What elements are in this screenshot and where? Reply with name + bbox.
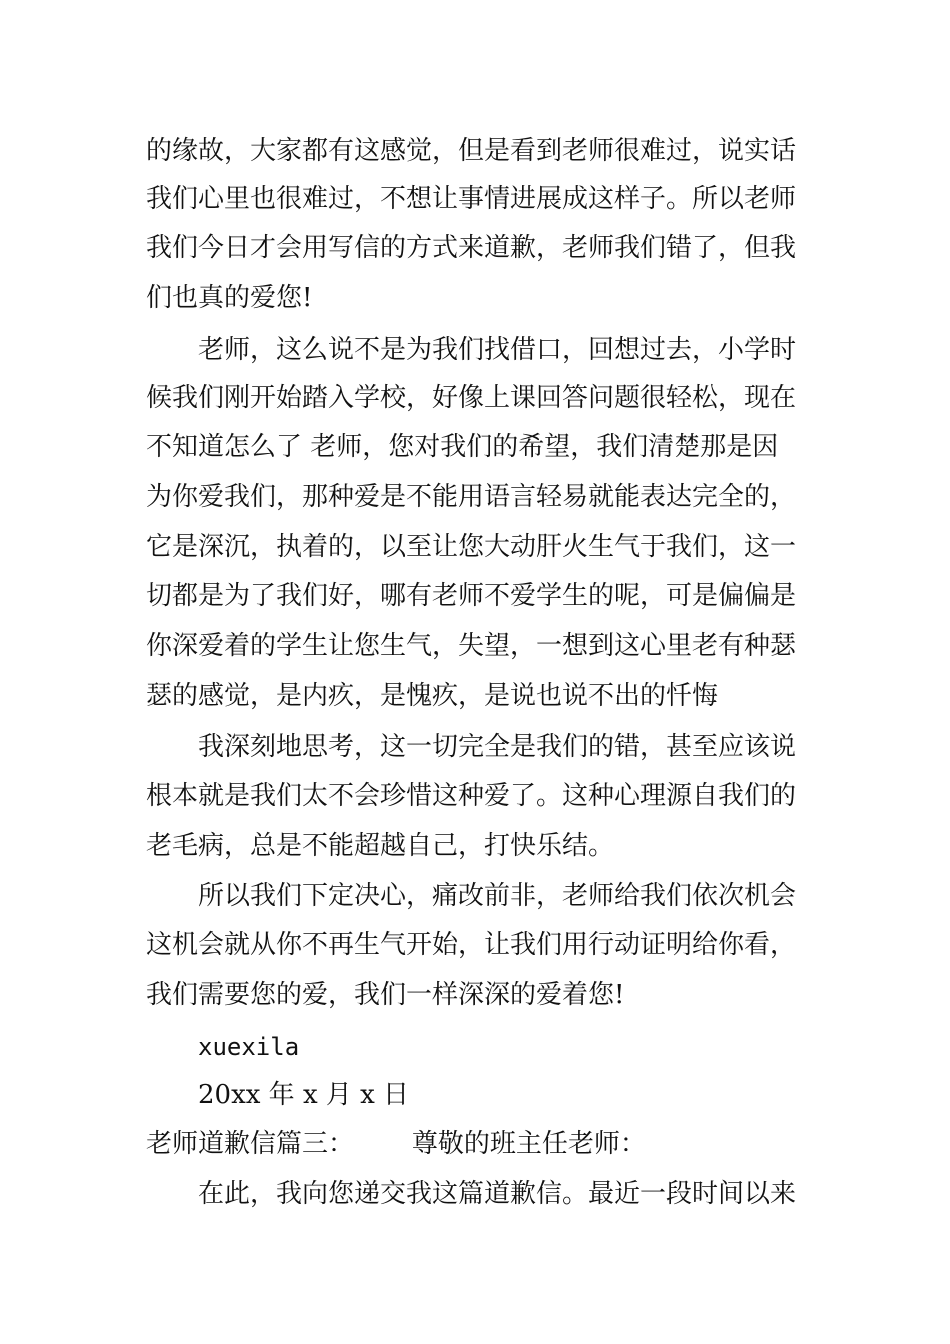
- text-line: 我们今日才会用写信的方式来道歉，老师我们错了，但我: [146, 233, 797, 263]
- text-line: 在此，我向您递交我这篇道歉信。最近一段时间以来: [198, 1179, 797, 1209]
- text-line: 切都是为了我们好，哪有老师不爱学生的呢，可是偏偏是: [146, 581, 797, 611]
- text-line: 根本就是我们太不会珍惜这种爱了。这种心理源自我们的: [146, 781, 797, 811]
- text-line: 们也真的爱您!: [146, 283, 313, 313]
- text-line: 这机会就从你不再生气开始，让我们用行动证明给你看，: [146, 930, 797, 960]
- text-line: 老毛病，总是不能超越自己，打快乐结。: [146, 831, 615, 861]
- text-line: 所以我们下定决心，痛改前非，老师给我们依次机会: [198, 881, 797, 911]
- text-line: 老师，这么说不是为我们找借口，回想过去，小学时: [198, 335, 797, 365]
- text-line: 不知道怎么了 老师，您对我们的希望，我们清楚那是因: [146, 432, 779, 462]
- signature: xuexila: [198, 1033, 300, 1061]
- text-line: 它是深沉，执着的，以至让您大动肝火生气于我们，这一: [146, 532, 797, 562]
- text-line: 我深刻地思考，这一切完全是我们的错，甚至应该说: [198, 732, 797, 762]
- section-heading: 老师道歉信篇三： 尊敬的班主任老师：: [146, 1129, 646, 1159]
- text-line: 瑟的感觉，是内疚，是愧疚，是说也说不出的忏悔: [146, 681, 719, 711]
- text-line: 我们心里也很难过，不想让事情进展成这样子。所以老师: [146, 184, 797, 214]
- text-line: 我们需要您的爱，我们一样深深的爱着您!: [146, 980, 625, 1010]
- text-line: 的缘故，大家都有这感觉，但是看到老师很难过，说实话: [146, 136, 797, 166]
- text-line: 为你爱我们，那种爱是不能用语言轻易就能表达完全的，: [146, 482, 797, 512]
- date: 20xx 年 x 月 x 日: [198, 1080, 410, 1110]
- text-line: 你深爱着的学生让您生气，失望，一想到这心里老有种瑟: [146, 631, 797, 661]
- text-line: 候我们刚开始踏入学校，好像上课回答问题很轻松，现在: [146, 383, 797, 413]
